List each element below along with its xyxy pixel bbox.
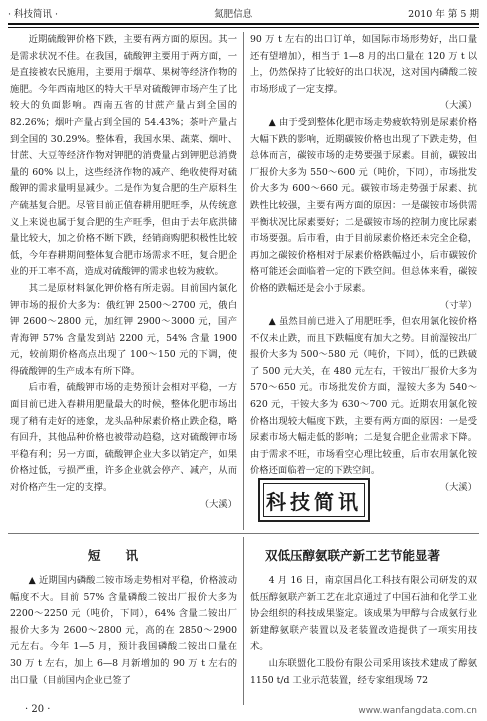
section-box	[258, 478, 370, 522]
watermark: www.wanfangdata.com.cn	[358, 706, 477, 716]
left-column	[10, 32, 237, 513]
column-divider	[243, 32, 244, 530]
author-signature: （寸苹）	[439, 299, 477, 311]
section-box-label: 科技简讯	[263, 483, 365, 517]
paragraph: ▲ 近期国内磷酸二铵市场走势相对平稳，价格波动幅度不大。目前 57% 含量磷酸二铵出厂报价大多为 2200～2250 元（吨价，下同），64% 含量二铵出厂报价大多为 2600～2800 元，高的在 2850～2900 元左右。今年 1—5 月，预计我国磷酸二铵出口量在 30 万 t 左右，加上 6—8 月新增加的 90 万 t 左右的出口量（目前国内企业已签了	[10, 575, 237, 686]
short-news-body	[10, 573, 237, 689]
paragraph: ▲ 由于受到整体化肥市场走势疲软特别是尿素价格大幅下跌的影响，近期碳铵价格也出现了下跌走势，但总体而言，碳铵市场的走势要强于尿素。目前，碳铵出厂报价大多为 550～600 元（吨价，下同），市场批发价大多为 600～660 元。碳铵市场走势强于尿素、抗跌性比较强，主要有两方面的原因：一是碳铵市场供需平衡状况比尿素要好；二是碳铵市场的控制力度比尿素市场要强。后市看，由于目前尿素价格还未完全企稳，再加之碳铵价格相对于尿素价格跌幅过小，后市碳铵价格可能还会面临着一定的下跌空间。但总体来看，碳铵价格的跌幅还是会小于尿素。	[250, 116, 477, 294]
header-rule	[8, 23, 479, 25]
paragraph: 90 万 t 左右的出口订单，如国际市场形势好，出口量还有望增加），相当于 1—8 月的出口量在 120 万 t 以上，仍然保持了比较好的出口状况，这对国内磷酸二铵市场形成了一定支撑。	[250, 34, 477, 95]
header-section: · 科技简讯 ·	[8, 9, 59, 20]
author-signature: （大溪）	[439, 482, 477, 494]
paragraph: 其二是原材料氯化钾价格有所走弱。目前国内氯化钾市场的报价大多为：俄红钾 2500～2700 元，俄白钾 2600～2800 元，加红钾 2900～3000 元，国产青海钾 57% 含量发到站 2200 元，54% 含量 1900 元，较前期价格高点出现了 100～150 元的下调，使得硫酸钾的生产成本有所下降。	[10, 282, 237, 377]
right-column	[250, 32, 477, 497]
header-issue: 2010 年 第 5 期	[408, 9, 479, 20]
author-signature: （大溪）	[199, 498, 237, 510]
short-news-title: 短 讯	[88, 548, 139, 563]
paragraph: 后市看，硫酸钾市场的走势预计会相对平稳，一方面目前已进入春耕用肥量最大的时候，整体化肥市场出现了稍有走好的迹象，龙头品种尿素价格止跌企稳，略有回升，其他品种价格也被带动趋稳，这对硫酸钾市场平稳有利；另一方面，硫酸钾企业大多以销定产，如果价格过低，亏损严重，许多企业就会停产、减产，从而对价格产生一定的支撑。	[10, 382, 237, 494]
page-number: · 20 ·	[25, 704, 51, 715]
paragraph: 山东联盟化工股份有限公司采用该技术建成了醇氨 1150 t/d 工业示范装置，经专家组现场 72	[250, 657, 477, 686]
paragraph: 4 月 16 日，南京国昌化工科技有限公司研发的双低压醇氨联产新工艺在北京通过了中国石油和化学工业协会组织的科技成果鉴定。该成果为甲醇与合成氨行业新建醇氨联产装置以及老装置改造提供了一项实用技术。	[250, 575, 477, 653]
tech-news-body	[250, 573, 477, 689]
column-divider-lower	[243, 537, 244, 705]
paragraph: ▲ 虽然目前已进入了用肥旺季，但农用氯化铵价格不仅未止跌，而且下跌幅度有加大之势。目前湿铵出厂报价大多为 500～580 元（吨价，下同），低的已跌破了 500 元大关，在 480 元左右，干铵出厂报价大多为 570～650 元。市场批发价方面，湿铵大多为 540～620 元，干铵大多为 630～700 元。近期农用氯化铵价格出现较大幅度下跌，主要有两方面的原因：一是受尿素市场大幅走低的影响；二是复合肥企业需求下降。由于需求不旺，市场看空心理比较重，后市农用氯化铵价格还面临着一定的下跌空间。	[250, 316, 477, 477]
author-signature: （大溪）	[439, 100, 477, 112]
paragraph: 近期硫酸钾价格下跌，主要有两方面的原因。其一是需求状况不佳。在我国，硫酸钾主要用于两方面，一是直接被农民施用，主要用于烟草、果树等经济作物的施肥。今年西南地区的特大干旱对硫酸钾市场产生了比较大的负面影响。西南五省的甘蔗产量占到全国的 82.26%；烟叶产量占到全国的 54.43%；茶叶产量占到全国的 30.29%。整体看，我国水果、蔬菜、烟叶、甘蔗、大豆等经济作物对钾肥的消费量占到钾肥总消费量的 60% 以上，这些经济作物的减产、绝收使得对硫酸钾的需求量明显减少。二是作为复合肥的生产原料生产硫基复合肥。尽管目前正值春耕用肥旺季，从传统意义上来说也属于复合肥的生产旺季，但由于去年底洪储量比较大，加之价格不断下跌，经销商购肥积极性比较低，今年春耕期间整体复合肥市场需求不旺，复合肥企业的开工率不高，造成对硫酸钾的需求也较为疲软。	[10, 34, 237, 278]
page-header	[8, 6, 479, 20]
header-rule-thin	[8, 27, 479, 28]
tech-news-title: 双低压醇氨联产新工艺节能显著	[265, 548, 441, 563]
section-divider	[8, 533, 479, 534]
header-journal: 氮肥信息	[214, 9, 253, 20]
